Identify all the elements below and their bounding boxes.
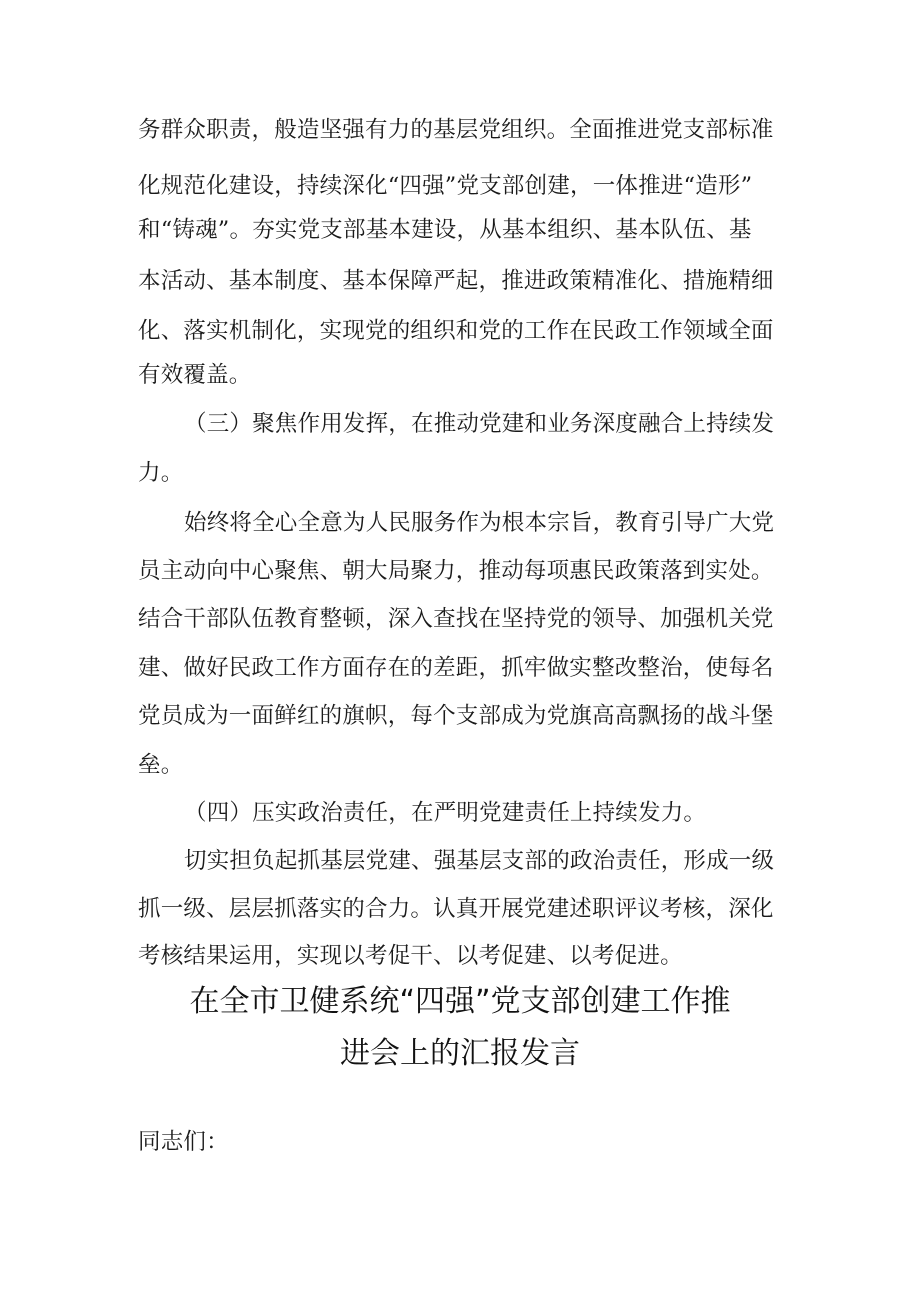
paragraph-1-line-5: 化、落实机制化，实现党的组织和党的工作在民政工作领域全面 [138,318,774,344]
salutation: 同志们： [138,1129,229,1155]
paragraph-1-line-3: 和“铸魂”。夯实党支部基本建设，从基本组织、基本队伍、基 [138,217,752,243]
section-4-heading: （四）压实政治责任，在严明党建责任上持续发力。 [184,800,707,826]
paragraph-3-line-6: 垒。 [138,752,184,778]
paragraph-5-line-2: 抓一级、层层抓落实的合力。认真开展党建述职评议考核，深化 [138,896,774,922]
paragraph-1-line-2: 化规范化建设，持续深化“四强”党支部创建，一体推进“造形” [138,173,753,199]
paragraph-1-line-4: 本活动、基本制度、基本保障严起，推进政策精准化、措施精细 [138,268,774,294]
paragraph-3-line-4: 建、做好民政工作方面存在的差距，抓牢做实整改整治，使每名 [138,655,774,681]
paragraph-1-line-1: 务群众职责，般造坚强有力的基层党组织。全面推进党支部标准 [138,117,774,143]
paragraph-5-line-3: 考核结果运用，实现以考促干、以考促建、以考促进。 [138,943,683,969]
section-3-heading-line-1: （三）聚焦作用发挥，在推动党建和业务深度融合上持续发 [184,411,775,437]
document-title-line-1: 在全市卫健系统“四强”党支部创建工作推 [189,984,731,1019]
paragraph-3-line-3: 结合干部队伍教育整顿，深入查找在坚持党的领导、加强机关党 [138,606,774,632]
paragraph-3-line-5: 党员成为一面鲜红的旗帜，每个支部成为党旗高高飘扬的战斗堡 [138,703,774,729]
paragraph-3-line-2: 员主动向中心聚焦、朝大局聚力，推动每项惠民政策落到实处。 [138,558,774,584]
document-title-line-2: 进会上的汇报发言 [340,1036,580,1071]
paragraph-5-line-1: 切实担负起抓基层党建、强基层支部的政治责任，形成一级 [184,848,775,874]
section-3-heading-line-2: 力。 [138,460,184,486]
paragraph-1-line-6: 有效覆盖。 [138,362,252,388]
paragraph-3-line-1: 始终将全心全意为人民服务作为根本宗旨，教育引导广大党 [184,510,775,536]
